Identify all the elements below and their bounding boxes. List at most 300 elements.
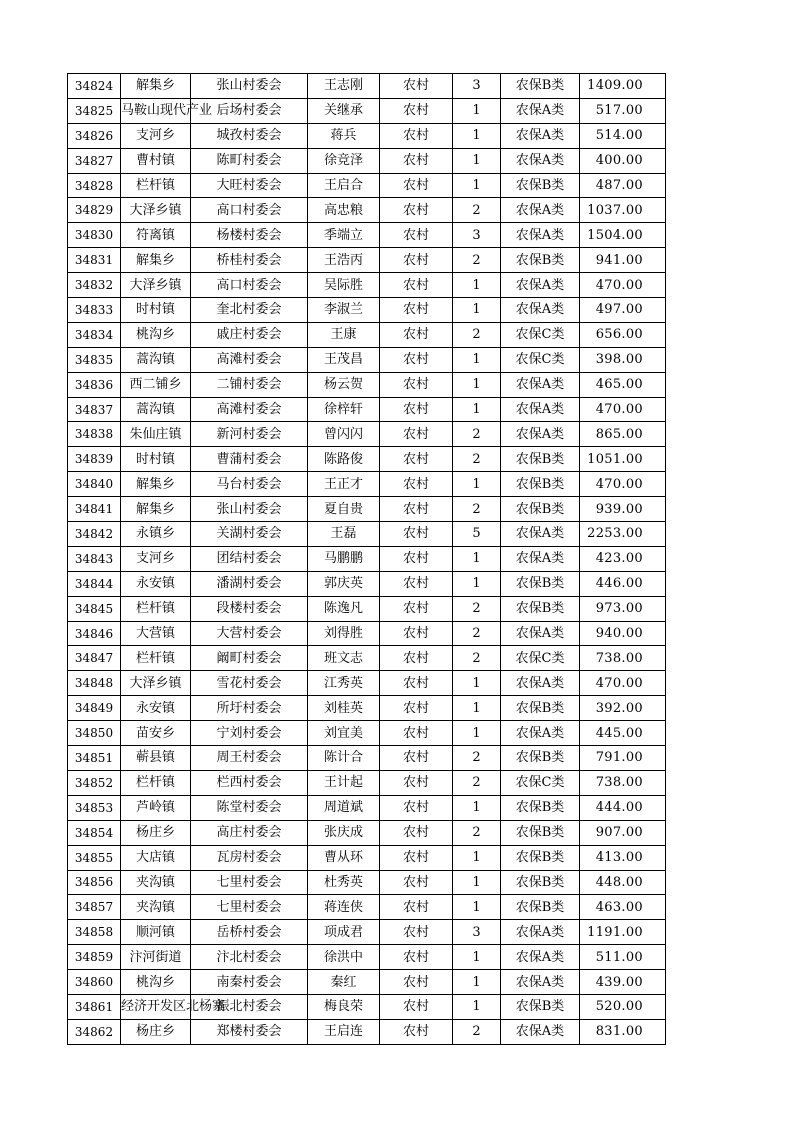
- row-id-cell: 34853: [68, 795, 121, 820]
- town-cell: 桃沟乡: [121, 322, 191, 347]
- count-cell: 1: [453, 994, 501, 1019]
- row-id-cell: 34855: [68, 845, 121, 870]
- town-cell: 栏杆镇: [121, 173, 191, 198]
- name-cell: 郭庆英: [308, 571, 380, 596]
- table-row: [68, 721, 666, 746]
- area-cell: 农村: [380, 820, 453, 845]
- row-id-cell: 34835: [68, 347, 121, 372]
- amount-cell: 831.00: [580, 1019, 666, 1044]
- amount-cell: 392.00: [580, 696, 666, 721]
- row-id-cell: 34827: [68, 148, 121, 173]
- committee-cell: 岳桥村委会: [191, 920, 308, 945]
- area-cell: 农村: [380, 447, 453, 472]
- amount-cell: 907.00: [580, 820, 666, 845]
- row-id-cell: 34844: [68, 571, 121, 596]
- table-row: [68, 522, 666, 547]
- table-row: [68, 970, 666, 995]
- committee-cell: 七里村委会: [191, 895, 308, 920]
- town-cell: 曹村镇: [121, 148, 191, 173]
- amount-cell: 413.00: [580, 845, 666, 870]
- area-cell: 农村: [380, 98, 453, 123]
- count-cell: 2: [453, 198, 501, 223]
- amount-cell: 398.00: [580, 347, 666, 372]
- committee-cell: 高庄村委会: [191, 820, 308, 845]
- table-row: [68, 895, 666, 920]
- amount-cell: 470.00: [580, 273, 666, 298]
- name-cell: 徐洪中: [308, 945, 380, 970]
- count-cell: 1: [453, 173, 501, 198]
- area-cell: 农村: [380, 273, 453, 298]
- category-cell: 农保B类: [501, 472, 580, 497]
- area-cell: 农村: [380, 546, 453, 571]
- table-row: [68, 870, 666, 895]
- name-cell: 蒋连侠: [308, 895, 380, 920]
- row-id-cell: 34848: [68, 671, 121, 696]
- name-cell: 张庆成: [308, 820, 380, 845]
- committee-cell: 高口村委会: [191, 273, 308, 298]
- area-cell: 农村: [380, 770, 453, 795]
- town-cell: 栏杆镇: [121, 770, 191, 795]
- name-cell: 王浩丙: [308, 248, 380, 273]
- committee-cell: 团结村委会: [191, 546, 308, 571]
- town-cell: 芦岭镇: [121, 795, 191, 820]
- committee-cell: 戚庄村委会: [191, 322, 308, 347]
- committee-cell: 桥桂村委会: [191, 248, 308, 273]
- name-cell: 吴际胜: [308, 273, 380, 298]
- name-cell: 江秀英: [308, 671, 380, 696]
- committee-cell: 宁刘村委会: [191, 721, 308, 746]
- area-cell: 农村: [380, 895, 453, 920]
- row-id-cell: 34831: [68, 248, 121, 273]
- table-row: [68, 248, 666, 273]
- count-cell: 1: [453, 895, 501, 920]
- town-cell: 支河乡: [121, 123, 191, 148]
- name-cell: 徐梓轩: [308, 397, 380, 422]
- town-cell: 永镇乡: [121, 522, 191, 547]
- category-cell: 农保A类: [501, 970, 580, 995]
- town-cell: 大店镇: [121, 845, 191, 870]
- name-cell: 秦红: [308, 970, 380, 995]
- row-id-cell: 34826: [68, 123, 121, 148]
- name-cell: 刘得胜: [308, 621, 380, 646]
- area-cell: 农村: [380, 920, 453, 945]
- town-cell: 大泽乡镇: [121, 198, 191, 223]
- town-cell: 栏杆镇: [121, 646, 191, 671]
- area-cell: 农村: [380, 298, 453, 323]
- town-cell: 解集乡: [121, 472, 191, 497]
- committee-cell: 杨楼村委会: [191, 223, 308, 248]
- table-row: [68, 148, 666, 173]
- count-cell: 2: [453, 646, 501, 671]
- area-cell: 农村: [380, 472, 453, 497]
- town-cell: 解集乡: [121, 74, 191, 99]
- category-cell: 农保A类: [501, 98, 580, 123]
- count-cell: 1: [453, 546, 501, 571]
- count-cell: 1: [453, 571, 501, 596]
- table-row: [68, 945, 666, 970]
- row-id-cell: 34859: [68, 945, 121, 970]
- count-cell: 2: [453, 621, 501, 646]
- amount-cell: 520.00: [580, 994, 666, 1019]
- name-cell: 马鹏鹏: [308, 546, 380, 571]
- name-cell: 王茂昌: [308, 347, 380, 372]
- count-cell: 2: [453, 746, 501, 771]
- area-cell: 农村: [380, 1019, 453, 1044]
- category-cell: 农保B类: [501, 696, 580, 721]
- category-cell: 农保B类: [501, 571, 580, 596]
- area-cell: 农村: [380, 522, 453, 547]
- committee-cell: 高滩村委会: [191, 347, 308, 372]
- category-cell: 农保A类: [501, 621, 580, 646]
- row-id-cell: 34841: [68, 497, 121, 522]
- row-id-cell: 34860: [68, 970, 121, 995]
- name-cell: 李淑兰: [308, 298, 380, 323]
- count-cell: 1: [453, 970, 501, 995]
- row-id-cell: 34832: [68, 273, 121, 298]
- category-cell: 农保A类: [501, 223, 580, 248]
- name-cell: 王康: [308, 322, 380, 347]
- committee-cell: 高滩村委会: [191, 397, 308, 422]
- town-cell: 桃沟乡: [121, 970, 191, 995]
- category-cell: 农保C类: [501, 347, 580, 372]
- amount-cell: 463.00: [580, 895, 666, 920]
- count-cell: 1: [453, 148, 501, 173]
- row-id-cell: 34852: [68, 770, 121, 795]
- name-cell: 班文志: [308, 646, 380, 671]
- area-cell: 农村: [380, 795, 453, 820]
- town-cell: 时村镇: [121, 447, 191, 472]
- category-cell: 农保B类: [501, 447, 580, 472]
- name-cell: 王志刚: [308, 74, 380, 99]
- name-cell: 高忠粮: [308, 198, 380, 223]
- town-cell: 汴河街道: [121, 945, 191, 970]
- count-cell: 1: [453, 347, 501, 372]
- count-cell: 5: [453, 522, 501, 547]
- table-row: [68, 596, 666, 621]
- category-cell: 农保B类: [501, 596, 580, 621]
- table-row: [68, 372, 666, 397]
- count-cell: 2: [453, 422, 501, 447]
- row-id-cell: 34838: [68, 422, 121, 447]
- area-cell: 农村: [380, 322, 453, 347]
- table-row: [68, 472, 666, 497]
- amount-cell: 656.00: [580, 322, 666, 347]
- category-cell: 农保B类: [501, 795, 580, 820]
- committee-cell: 马台村委会: [191, 472, 308, 497]
- table-row: [68, 497, 666, 522]
- category-cell: 农保B类: [501, 994, 580, 1019]
- area-cell: 农村: [380, 198, 453, 223]
- area-cell: 农村: [380, 671, 453, 696]
- table-row: [68, 571, 666, 596]
- amount-cell: 1504.00: [580, 223, 666, 248]
- row-id-cell: 34862: [68, 1019, 121, 1044]
- count-cell: 2: [453, 322, 501, 347]
- amount-cell: 940.00: [580, 621, 666, 646]
- area-cell: 农村: [380, 870, 453, 895]
- count-cell: 1: [453, 372, 501, 397]
- row-id-cell: 34861: [68, 994, 121, 1019]
- amount-cell: 738.00: [580, 646, 666, 671]
- committee-cell: 郑楼村委会: [191, 1019, 308, 1044]
- amount-cell: 973.00: [580, 596, 666, 621]
- count-cell: 1: [453, 721, 501, 746]
- table-row: [68, 920, 666, 945]
- committee-cell: 振北村委会: [191, 994, 308, 1019]
- category-cell: 农保A类: [501, 920, 580, 945]
- table-row: [68, 98, 666, 123]
- category-cell: 农保A类: [501, 422, 580, 447]
- committee-cell: 陈町村委会: [191, 148, 308, 173]
- town-cell: 蒿沟镇: [121, 397, 191, 422]
- name-cell: 关继承: [308, 98, 380, 123]
- amount-cell: 423.00: [580, 546, 666, 571]
- name-cell: 刘桂英: [308, 696, 380, 721]
- category-cell: 农保A类: [501, 372, 580, 397]
- town-cell: 夹沟镇: [121, 895, 191, 920]
- name-cell: 陈逸凡: [308, 596, 380, 621]
- amount-cell: 941.00: [580, 248, 666, 273]
- area-cell: 农村: [380, 945, 453, 970]
- category-cell: 农保B类: [501, 820, 580, 845]
- table-row: [68, 696, 666, 721]
- area-cell: 农村: [380, 123, 453, 148]
- town-cell: 时村镇: [121, 298, 191, 323]
- town-cell: 解集乡: [121, 248, 191, 273]
- category-cell: 农保B类: [501, 895, 580, 920]
- town-cell: 符离镇: [121, 223, 191, 248]
- row-id-cell: 34829: [68, 198, 121, 223]
- count-cell: 2: [453, 820, 501, 845]
- category-cell: 农保B类: [501, 845, 580, 870]
- count-cell: 1: [453, 298, 501, 323]
- count-cell: 1: [453, 696, 501, 721]
- area-cell: 农村: [380, 422, 453, 447]
- table-row: [68, 770, 666, 795]
- name-cell: 王启合: [308, 173, 380, 198]
- category-cell: 农保A类: [501, 298, 580, 323]
- area-cell: 农村: [380, 845, 453, 870]
- town-cell: 杨庄乡: [121, 820, 191, 845]
- committee-cell: 周王村委会: [191, 746, 308, 771]
- committee-cell: 段楼村委会: [191, 596, 308, 621]
- area-cell: 农村: [380, 223, 453, 248]
- town-cell: 解集乡: [121, 497, 191, 522]
- name-cell: 周道斌: [308, 795, 380, 820]
- category-cell: 农保A类: [501, 397, 580, 422]
- row-id-cell: 34830: [68, 223, 121, 248]
- row-id-cell: 34843: [68, 546, 121, 571]
- count-cell: 2: [453, 770, 501, 795]
- amount-cell: 439.00: [580, 970, 666, 995]
- row-id-cell: 34846: [68, 621, 121, 646]
- row-id-cell: 34840: [68, 472, 121, 497]
- count-cell: 1: [453, 795, 501, 820]
- town-cell: 支河乡: [121, 546, 191, 571]
- table-row: [68, 795, 666, 820]
- name-cell: 项成君: [308, 920, 380, 945]
- row-id-cell: 34833: [68, 298, 121, 323]
- amount-cell: 865.00: [580, 422, 666, 447]
- area-cell: 农村: [380, 571, 453, 596]
- town-cell: 顺河镇: [121, 920, 191, 945]
- table-row: [68, 422, 666, 447]
- amount-cell: 514.00: [580, 123, 666, 148]
- count-cell: 1: [453, 273, 501, 298]
- category-cell: 农保C类: [501, 322, 580, 347]
- category-cell: 农保C类: [501, 770, 580, 795]
- row-id-cell: 34825: [68, 98, 121, 123]
- category-cell: 农保B类: [501, 746, 580, 771]
- amount-cell: 1051.00: [580, 447, 666, 472]
- area-cell: 农村: [380, 696, 453, 721]
- town-cell: 永安镇: [121, 571, 191, 596]
- committee-cell: 阚町村委会: [191, 646, 308, 671]
- category-cell: 农保A类: [501, 123, 580, 148]
- name-cell: 杜秀英: [308, 870, 380, 895]
- committee-cell: 所圩村委会: [191, 696, 308, 721]
- category-cell: 农保A类: [501, 721, 580, 746]
- table-row: [68, 322, 666, 347]
- amount-cell: 1191.00: [580, 920, 666, 945]
- category-cell: 农保B类: [501, 870, 580, 895]
- town-cell: 蒿沟镇: [121, 347, 191, 372]
- count-cell: 1: [453, 945, 501, 970]
- category-cell: 农保A类: [501, 148, 580, 173]
- category-cell: 农保B类: [501, 173, 580, 198]
- amount-cell: 2253.00: [580, 522, 666, 547]
- committee-cell: 大营村委会: [191, 621, 308, 646]
- area-cell: 农村: [380, 646, 453, 671]
- committee-cell: 陈堂村委会: [191, 795, 308, 820]
- town-cell: 杨庄乡: [121, 1019, 191, 1044]
- category-cell: 农保C类: [501, 646, 580, 671]
- table-row: [68, 397, 666, 422]
- row-id-cell: 34850: [68, 721, 121, 746]
- area-cell: 农村: [380, 248, 453, 273]
- table-row: [68, 223, 666, 248]
- amount-cell: 497.00: [580, 298, 666, 323]
- town-cell: 大营镇: [121, 621, 191, 646]
- category-cell: 农保A类: [501, 522, 580, 547]
- area-cell: 农村: [380, 621, 453, 646]
- category-cell: 农保A类: [501, 273, 580, 298]
- town-cell: 大泽乡镇: [121, 273, 191, 298]
- table-row: [68, 820, 666, 845]
- table-row: [68, 74, 666, 99]
- name-cell: 蒋兵: [308, 123, 380, 148]
- row-id-cell: 34854: [68, 820, 121, 845]
- table-row: [68, 746, 666, 771]
- row-id-cell: 34849: [68, 696, 121, 721]
- table-body: [68, 74, 666, 1045]
- count-cell: 2: [453, 248, 501, 273]
- table-row: [68, 347, 666, 372]
- category-cell: 农保B类: [501, 497, 580, 522]
- name-cell: 王计起: [308, 770, 380, 795]
- committee-cell: 曹蒲村委会: [191, 447, 308, 472]
- allowance-table: [67, 73, 666, 1045]
- count-cell: 2: [453, 497, 501, 522]
- amount-cell: 1037.00: [580, 198, 666, 223]
- committee-cell: 后场村委会: [191, 98, 308, 123]
- row-id-cell: 34858: [68, 920, 121, 945]
- name-cell: 季端立: [308, 223, 380, 248]
- amount-cell: 448.00: [580, 870, 666, 895]
- name-cell: 杨云贺: [308, 372, 380, 397]
- row-id-cell: 34836: [68, 372, 121, 397]
- area-cell: 农村: [380, 347, 453, 372]
- table-row: [68, 994, 666, 1019]
- category-cell: 农保A类: [501, 945, 580, 970]
- amount-cell: 511.00: [580, 945, 666, 970]
- name-cell: 王正才: [308, 472, 380, 497]
- category-cell: 农保A类: [501, 198, 580, 223]
- committee-cell: 南秦村委会: [191, 970, 308, 995]
- town-cell: 苗安乡: [121, 721, 191, 746]
- name-cell: 陈计合: [308, 746, 380, 771]
- count-cell: 2: [453, 1019, 501, 1044]
- amount-cell: 1409.00: [580, 74, 666, 99]
- category-cell: 农保B类: [501, 74, 580, 99]
- town-cell: 永安镇: [121, 696, 191, 721]
- table-row: [68, 845, 666, 870]
- name-cell: 王启连: [308, 1019, 380, 1044]
- name-cell: 王磊: [308, 522, 380, 547]
- name-cell: 陈路俊: [308, 447, 380, 472]
- amount-cell: 517.00: [580, 98, 666, 123]
- committee-cell: 二铺村委会: [191, 372, 308, 397]
- amount-cell: 487.00: [580, 173, 666, 198]
- amount-cell: 445.00: [580, 721, 666, 746]
- amount-cell: 939.00: [580, 497, 666, 522]
- amount-cell: 738.00: [580, 770, 666, 795]
- count-cell: 3: [453, 920, 501, 945]
- table-row: [68, 1019, 666, 1044]
- town-cell: 西二铺乡: [121, 372, 191, 397]
- count-cell: 1: [453, 472, 501, 497]
- count-cell: 1: [453, 870, 501, 895]
- row-id-cell: 34845: [68, 596, 121, 621]
- committee-cell: 潘湖村委会: [191, 571, 308, 596]
- committee-cell: 城孜村委会: [191, 123, 308, 148]
- row-id-cell: 34851: [68, 746, 121, 771]
- committee-cell: 瓦房村委会: [191, 845, 308, 870]
- table-row: [68, 621, 666, 646]
- name-cell: 曾闪闪: [308, 422, 380, 447]
- committee-cell: 关湖村委会: [191, 522, 308, 547]
- name-cell: 刘宜美: [308, 721, 380, 746]
- committee-cell: 七里村委会: [191, 870, 308, 895]
- area-cell: 农村: [380, 497, 453, 522]
- table-row: [68, 671, 666, 696]
- row-id-cell: 34847: [68, 646, 121, 671]
- committee-cell: 张山村委会: [191, 497, 308, 522]
- table-row: [68, 273, 666, 298]
- count-cell: 3: [453, 74, 501, 99]
- row-id-cell: 34856: [68, 870, 121, 895]
- committee-cell: 栏西村委会: [191, 770, 308, 795]
- table-row: [68, 546, 666, 571]
- committee-cell: 新河村委会: [191, 422, 308, 447]
- area-cell: 农村: [380, 596, 453, 621]
- row-id-cell: 34824: [68, 74, 121, 99]
- area-cell: 农村: [380, 994, 453, 1019]
- table-row: [68, 173, 666, 198]
- count-cell: 1: [453, 671, 501, 696]
- table-row: [68, 646, 666, 671]
- category-cell: 农保A类: [501, 1019, 580, 1044]
